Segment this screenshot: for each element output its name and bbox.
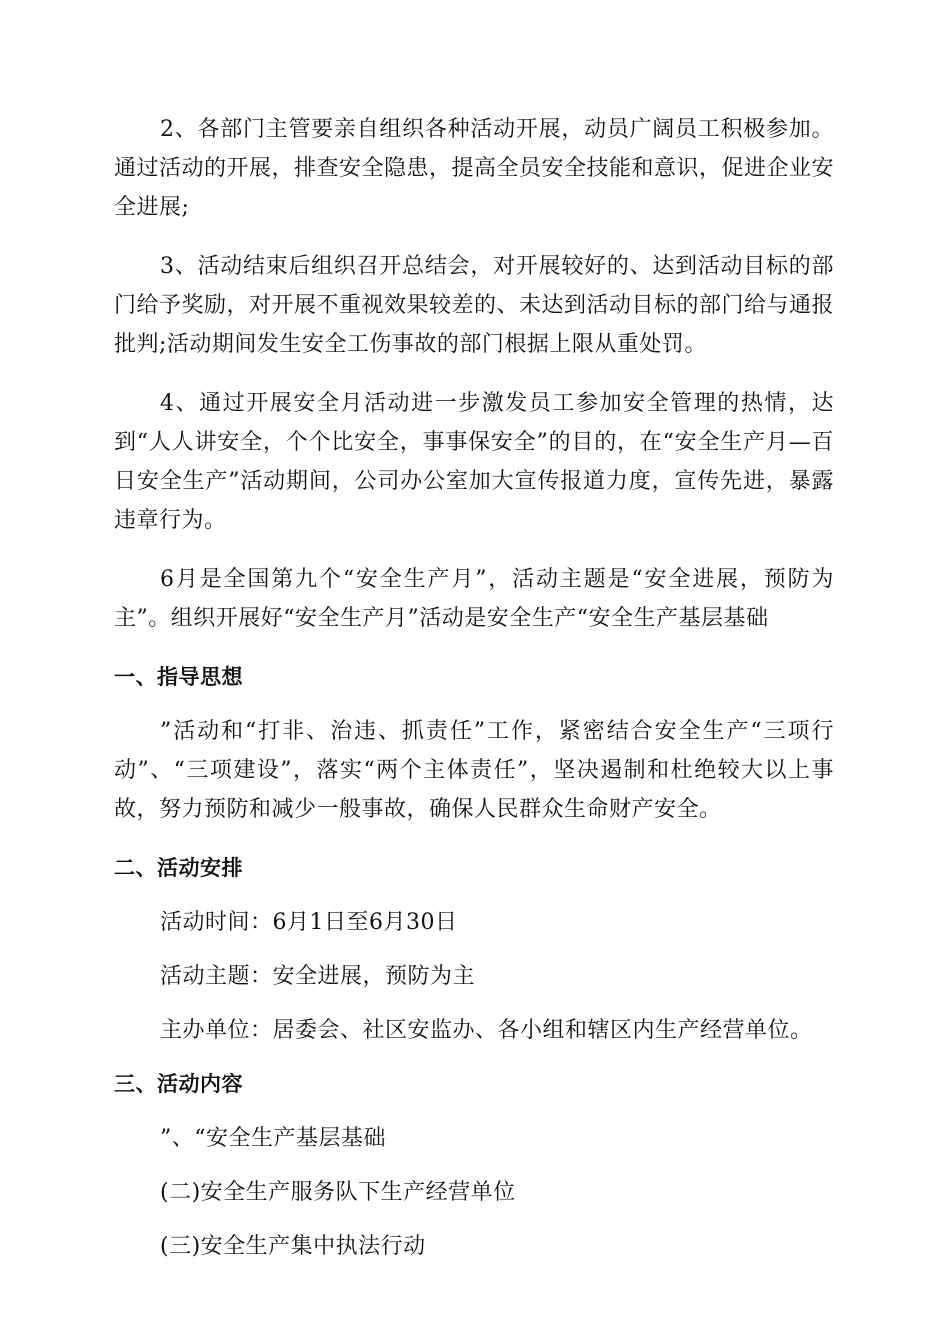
item-organizer: 主办单位：居委会、社区安监办、各小组和辖区内生产经营单位。 [160,1018,813,1043]
paragraph-2: 2、各部门主管要亲自组织各种活动开展，动员广阔员工积极参加。通过活动的开展，排查安全隐患，提高全员安全技能和意识，促进企业安全进展; [114,117,835,220]
item-content-3: (三)安全生产集中执法行动 [160,1234,426,1259]
heading-activity-content: 三、活动内容 [114,1072,243,1096]
heading-activity-arrangement: 二、活动安排 [114,856,243,880]
paragraph-3: 3、活动结束后组织召开总结会，对开展较好的、达到活动目标的部门给予奖励，对开展不重视效果较差的、未达到活动目标的部门给与通报批判;活动期间发生安全工伤事故的部门根据上限从重处罚。 [114,254,835,357]
item-activity-time: 活动时间：6月1日至6月30日 [160,910,458,935]
item-content-1: ”、“安全生产基层基础 [160,1126,386,1151]
paragraph-june-intro: 6月是全国第九个“安全生产月”，活动主题是“安全进展，预防为主”。组织开展好“安全生产月”活动是安全生产“安全生产基层基础 [114,567,834,631]
item-content-2: (二)安全生产服务队下生产经营单位 [160,1180,516,1205]
paragraph-guiding-ideology: ”活动和“打非、治违、抓责任”工作，紧密结合安全生产“三项行动”、“三项建设”，落实“两个主体责任”，坚决遏制和杜绝较大以上事故，努力预防和减少一般事故，确保人民群众生命财产安全。 [114,719,834,822]
document-body [114,110,834,1281]
heading-guiding-ideology: 一、指导思想 [114,665,243,689]
item-activity-theme: 活动主题：安全进展，预防为主 [160,964,476,989]
paragraph-4: 4、通过开展安全月活动进一步激发员工参加安全管理的热情，达到“人人讲安全，个个比安全，事事保安全”的目的，在“安全生产月—百日安全生产”活动期间，公司办公室加大宣传报道力度，宣传先进，暴露违章行为。 [114,391,834,533]
